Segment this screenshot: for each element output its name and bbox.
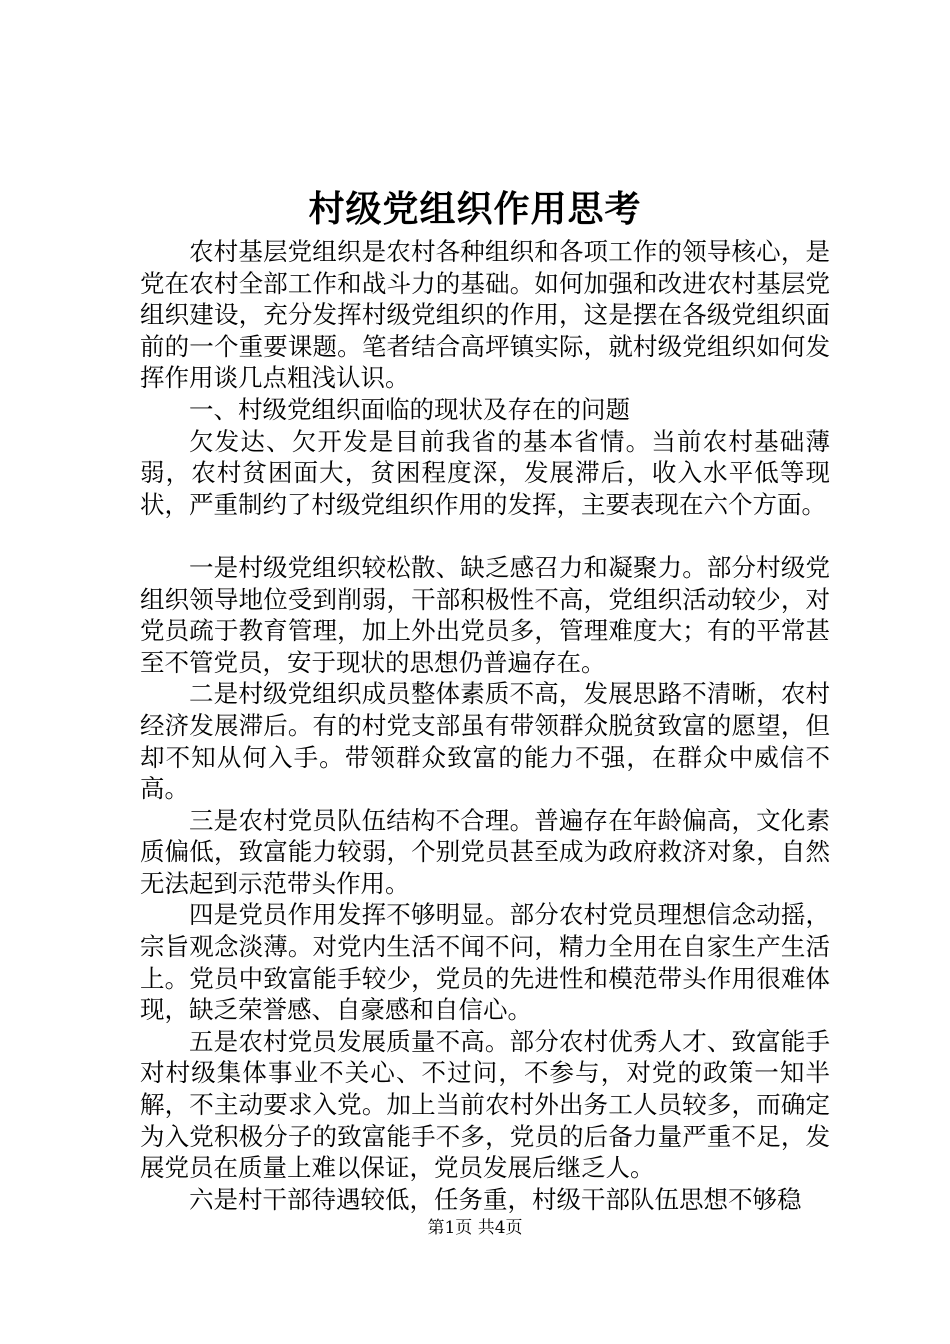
section-heading-1: 一、村级党组织面临的现状及存在的问题 <box>189 394 630 424</box>
paragraph-point-3: 三是农村党员队伍结构不合理。普遍存在年龄偏高，文化素质偏低，致富能力较弱，个别党员甚至成为政府救济对象，自然无法起到示范带头作用。 <box>140 805 830 898</box>
paragraph-point-2: 二是村级党组织成员整体素质不高，发展思路不清晰，农村经济发展滞后。有的村党支部虽有带领群众脱贫致富的愿望，但却不知从何入手。带领群众致富的能力不强，在群众中威信不高。 <box>140 679 830 804</box>
paragraph-point-4: 四是党员作用发挥不够明显。部分农村党员理想信念动摇，宗旨观念淡薄。对党内生活不闻不问，精力全用在自家生产生活上。党员中致富能手较少，党员的先进性和模范带头作用很难体现，缺乏荣誉感、自豪感和自信心。 <box>140 900 830 1025</box>
document-body <box>140 236 830 1215</box>
paragraph-intro: 农村基层党组织是农村各种组织和各项工作的领导核心，是党在农村全部工作和战斗力的基础。如何加强和改进农村基层党组织建设，充分发挥村级党组织的作用，这是摆在各级党组织面前的一个重要课题。笔者结合高坪镇实际，就村级党组织如何发挥作用谈几点粗浅认识。 <box>140 237 830 393</box>
paragraph-point-1: 一是村级党组织较松散、缺乏感召力和凝聚力。部分村级党组织领导地位受到削弱，干部积极性不高，党组织活动较少，对党员疏于教育管理，加上外出党员多，管理难度大；有的平常甚至不管党员，安于现状的思想仍普遍存在。 <box>140 552 830 677</box>
paragraph-point-5: 五是农村党员发展质量不高。部分农村优秀人才、致富能手对村级集体事业不关心、不过问，不参与，对党的政策一知半解，不主动要求入党。加上当前农村外出务工人员较多，而确定为入党积极分子的致富能手不多，党员的后备力量严重不足，发展党员在质量上难以保证，党员发展后继乏人。 <box>140 1026 830 1183</box>
paragraph-overview: 欠发达、欠开发是目前我省的基本省情。当前农村基础薄弱，农村贫困面大，贫困程度深，发展滞后，收入水平低等现状，严重制约了村级党组织作用的发挥，主要表现在六个方面。 <box>140 426 830 519</box>
document-title: 村级党组织作用思考 <box>308 188 642 230</box>
page-footer: 第1页 共4页 <box>427 1218 523 1238</box>
paragraph-point-6: 六是村干部待遇较低，任务重，村级干部队伍思想不够稳 <box>189 1184 802 1214</box>
